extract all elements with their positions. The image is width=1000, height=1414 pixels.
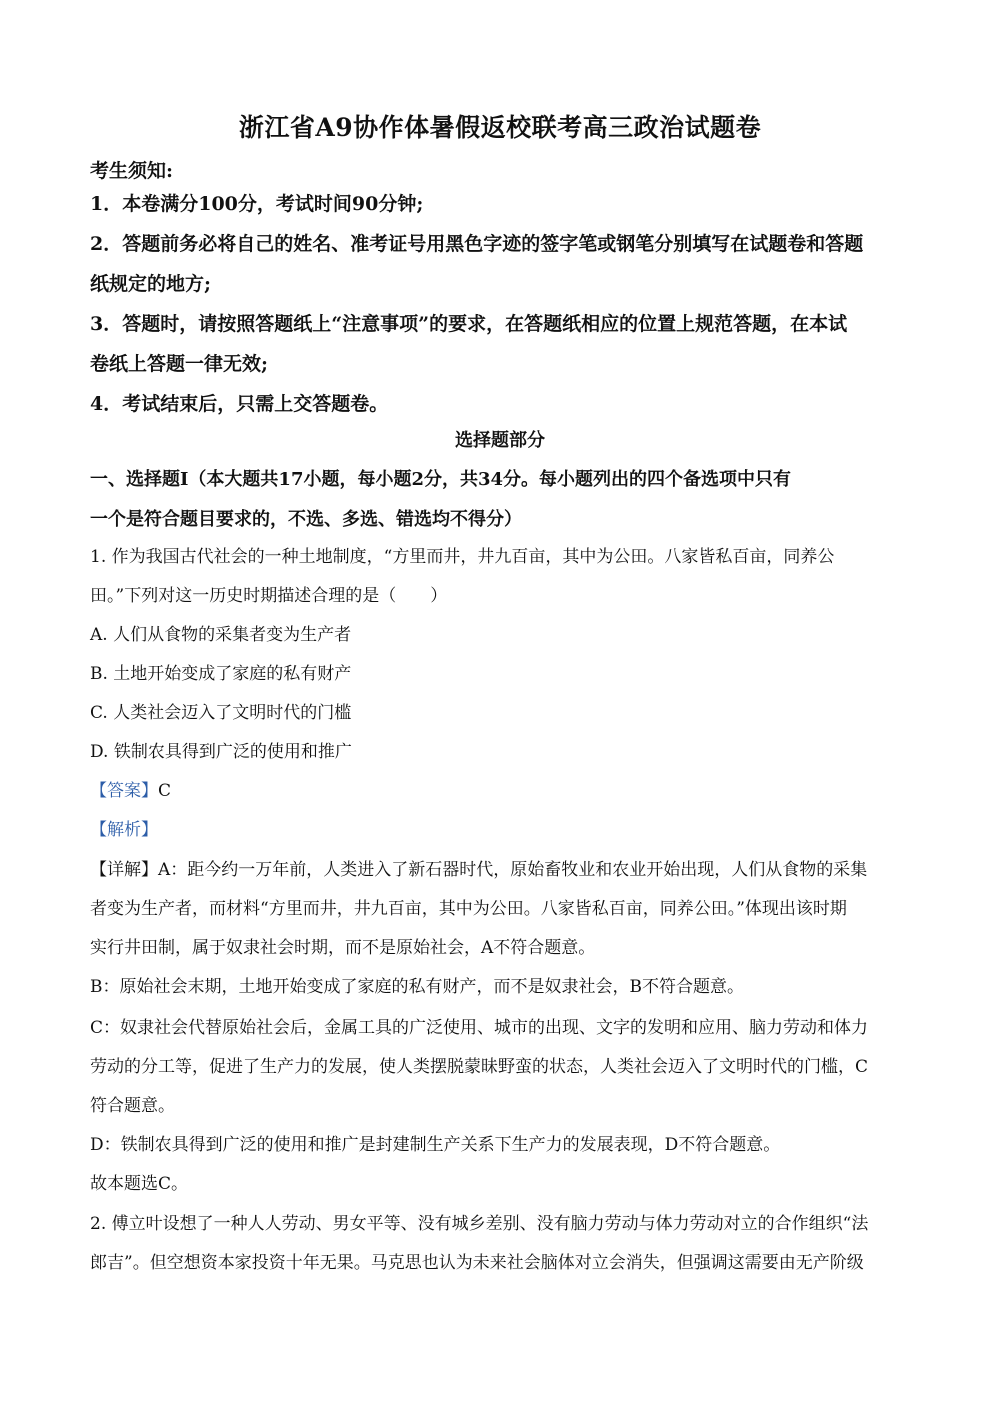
q1-option-a: A. 人们从食物的采集者变为生产者 — [90, 625, 352, 645]
notice-heading: 考生须知: — [90, 160, 174, 182]
detail-tag: 【详解】 — [90, 860, 158, 880]
section-title: 选择题部分 — [455, 430, 545, 451]
q1-option-c: C. 人类社会迈入了文明时代的门槛 — [90, 703, 352, 723]
notice-item-2-line-2: 纸规定的地方; — [90, 273, 212, 295]
section-heading-line-2: 一个是符合题目要求的，不选、多选、错选均不得分） — [90, 509, 522, 530]
analysis-tag: 【解析】 — [90, 820, 158, 840]
answer-value: C — [158, 781, 172, 801]
q1-option-d: D. 铁制农具得到广泛的使用和推广 — [90, 742, 352, 762]
notice-item-2-line-1: 2．答题前务必将自己的姓名、准考证号用黑色字迹的签字笔或钢笔分别填写在试题卷和答题 — [90, 233, 864, 255]
q1-stem-line-2: 田。”下列对这一历史时期描述合理的是（ ） — [90, 586, 448, 606]
q1-option-b: B. 土地开始变成了家庭的私有财产 — [90, 664, 352, 684]
q1-detail-c-line-3: 符合题意。 — [90, 1096, 175, 1116]
notice-item-3-line-1: 3．答题时，请按照答题纸上“注意事项”的要求，在答题纸相应的位置上规范答题，在本试 — [90, 313, 848, 335]
q1-stem-line-1: 1. 作为我国古代社会的一种土地制度，“方里而井，井九百亩，其中为公田。八家皆私百亩，同养公 — [90, 547, 835, 567]
detail-a-text: A：距今约一万年前，人类进入了新石器时代，原始畜牧业和农业开始出现，人们从食物的采集 — [158, 860, 868, 880]
q2-stem-line-1: 2. 傅立叶设想了一种人人劳动、男女平等、没有城乡差别、没有脑力劳动与体力劳动对立的合作组织“法 — [90, 1214, 869, 1234]
section-heading-line-1: 一、选择题Ⅰ（本大题共17小题，每小题2分，共34分。每小题列出的四个备选项中只有 — [90, 469, 792, 490]
q1-analysis — [90, 811, 910, 850]
q1-detail-d: D：铁制农具得到广泛的使用和推广是封建制生产关系下生产力的发展表现，D不符合题意。 — [90, 1135, 781, 1155]
answer-tag: 【答案】 — [90, 781, 158, 801]
notice-item-3-line-2: 卷纸上答题一律无效; — [90, 353, 269, 375]
q1-detail-b: B：原始社会末期，土地开始变成了家庭的私有财产，而不是奴隶社会，B不符合题意。 — [90, 977, 744, 997]
q1-detail-a-line-2: 者变为生产者，而材料“方里而井，井九百亩，其中为公田。八家皆私百亩，同养公田。”体现出该时期 — [90, 899, 847, 919]
notice-item-1: 1．本卷满分100分，考试时间90分钟; — [90, 193, 424, 215]
q1-conclusion: 故本题选C。 — [90, 1174, 189, 1194]
q2-stem-line-2: 郎吉”。但空想资本家投资十年无果。马克思也认为未来社会脑体对立会消失，但强调这需要由无产阶级 — [90, 1253, 864, 1273]
notice-item-4: 4．考试结束后，只需上交答题卷。 — [90, 393, 389, 415]
q1-detail-c-line-2: 劳动的分工等，促进了生产力的发展，使人类摆脱蒙昧野蛮的状态，人类社会迈入了文明时代的门槛，C — [90, 1057, 869, 1077]
q1-detail-a-line-3: 实行井田制，属于奴隶社会时期，而不是原始社会，A不符合题意。 — [90, 938, 596, 958]
q1-answer — [90, 772, 910, 811]
q1-detail-c-line-1: C：奴隶社会代替原始社会后，金属工具的广泛使用、城市的出现、文字的发明和应用、脑力劳动和体力 — [90, 1018, 869, 1038]
q1-detail-a-line-1 — [90, 851, 910, 890]
page-title: 浙江省A9协作体暑假返校联考高三政治试题卷 — [238, 113, 762, 142]
